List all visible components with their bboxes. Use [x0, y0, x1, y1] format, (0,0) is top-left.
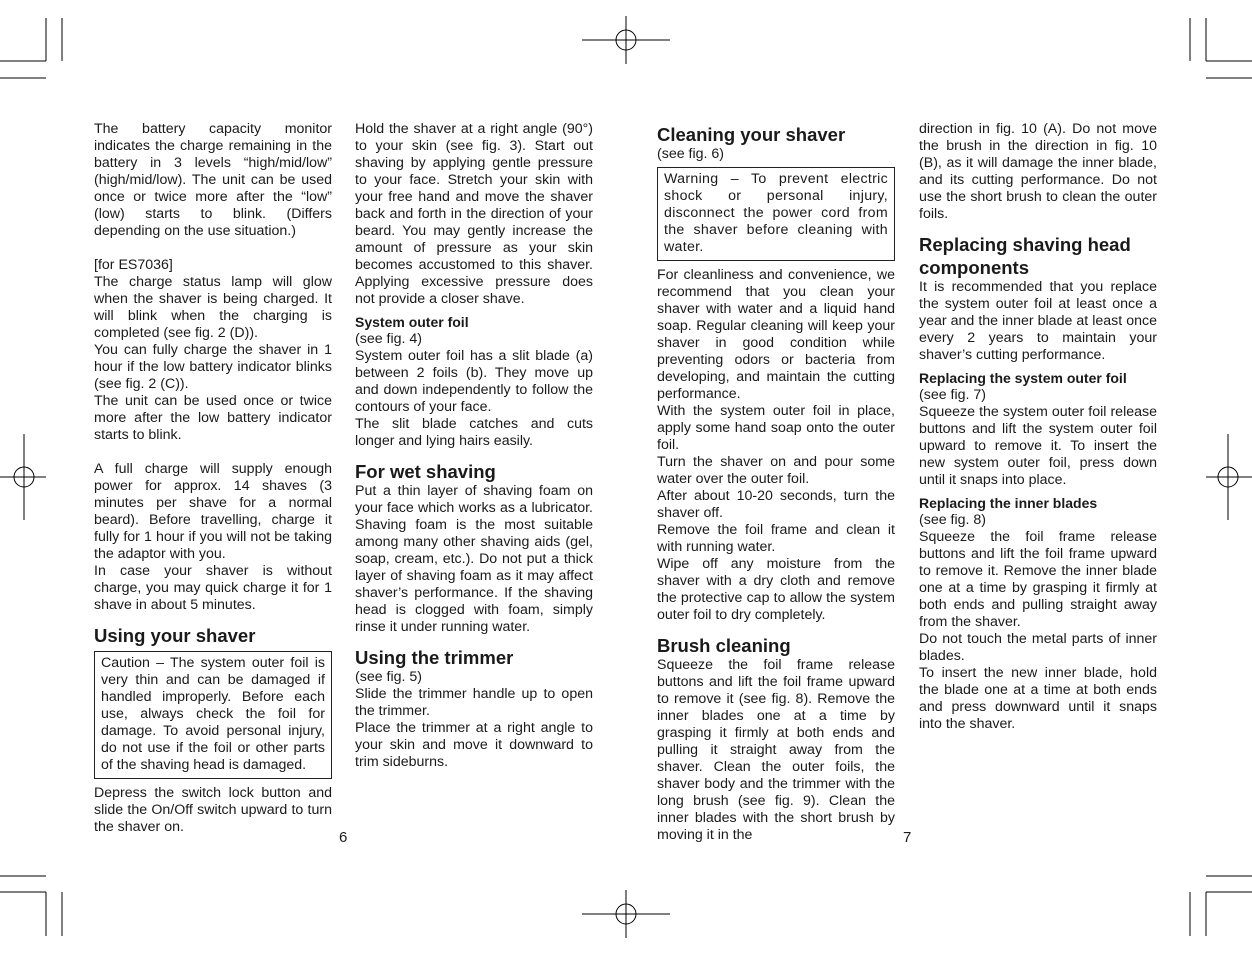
heading-system-outer-foil: System outer foil [355, 314, 469, 330]
warning-box: Warning – To prevent electric shock or personal injury, disconnect the power cord from the shaver before cleaning with water. [657, 167, 895, 261]
outer-foil-text: System outer foil has a slit blade (a) between 2 foils (b). They move up and down independently to follow the contours of your face. [355, 348, 593, 415]
page-number-left: 6 [339, 829, 348, 846]
heading-wet-shaving: For wet shaving [355, 461, 496, 482]
quick-charge-text: In case your shaver is without charge, you may quick charge it for 1 shave in about 5 minutes. [94, 563, 332, 613]
fig7-ref: (see fig. 7) [919, 387, 987, 403]
shaving-technique-text: Hold the shaver at a right angle (90°) to your skin (see fig. 3). Start out shaving by applying gentle pressure to your face. Stretch your skin with your free hand and move the shaver back and forth in the direction of your beard. You may gently increase the amount of pressure as your skin becomes accustomed to this shaver. Applying excessive pressure does not provide a closer shave. [355, 121, 593, 307]
trimmer-open-text: Slide the trimmer handle up to open the trimmer. [355, 686, 593, 719]
column-4 [919, 121, 1157, 733]
low-battery-text: The unit can be used once or twice more after the low battery indicator starts to blink. [94, 393, 332, 443]
fig5-ref: (see fig. 5) [355, 669, 423, 685]
heading-replacing-inner-blades: Replacing the inner blades [919, 495, 1098, 511]
heading-replacing-outer-foil: Replacing the system outer foil [919, 370, 1127, 386]
heading-replacing-components: Replacing shaving head components [919, 234, 1131, 278]
model-note: [for ES7036] [94, 257, 173, 273]
switch-on-text: Depress the switch lock button and slide the On/Off switch upward to turn the shaver on. [94, 785, 332, 835]
charge-lamp-text: The charge status lamp will glow when the shaver is being charged. It will blink when the charging is completed (see fig. 2 (D)). [94, 274, 332, 341]
cleaning-step-water: Turn the shaver on and pour some water over the outer foil. [657, 454, 895, 487]
slit-blade-text: The slit blade catches and cuts longer and lying hairs easily. [355, 416, 593, 449]
fig6-ref: (see fig. 6) [657, 146, 725, 162]
fig8-ref: (see fig. 8) [919, 512, 987, 528]
cleaning-step-rinse: Remove the foil frame and clean it with running water. [657, 522, 895, 555]
wet-shaving-text: Put a thin layer of shaving foam on your face which works as a lubricator. Shaving foam is the most suitable among many other shaving aids (gel, soap, cream, etc.). Do not put a thick layer of shaving foam as it may affect shaver’s performance. If the shaving head is clogged with foam, simply rinse it under running water. [355, 483, 593, 635]
heading-using-your-shaver: Using your shaver [94, 625, 256, 646]
caution-box: Caution – The system outer foil is very thin and can be damaged if handled improperly. Before each use, always check the foil for damage. To avoid personal injury, do not use if the foil or other parts of the shaving head is damaged. [94, 651, 332, 779]
heading-brush-cleaning: Brush cleaning [657, 635, 791, 656]
battery-monitor-text: The battery capacity monitor indicates the charge remaining in the battery in 3 levels “high/mid/low” (high/mid/low). The unit can be used once or twice more after the “low” (low) starts to blink. (Differs depending on the use situation.) [94, 121, 332, 239]
column-3 [657, 123, 895, 844]
cleaning-step-soap: With the system outer foil in place, apply some hand soap onto the outer foil. [657, 403, 895, 453]
remove-inner-blade-text: Squeeze the foil frame release buttons and lift the foil frame upward to remove it. Remove the inner blade one at a time by grasping it firmly at both ends and pulling straight away from the shaver. [919, 529, 1157, 630]
metal-parts-text: Do not touch the metal parts of inner blades. [919, 631, 1157, 664]
brush-direction-text: direction in fig. 10 (A). Do not move the brush in the direction in fig. 10 (B), as it will damage the inner blade, and its cutting performance. Do not use the short brush to clean the outer foils. [919, 121, 1157, 222]
full-charge-text: A full charge will supply enough power for approx. 14 shaves (3 minutes per shave for a normal beard). Before travelling, charge it fully for 1 hour if you will not be taking the adaptor with you. [94, 461, 332, 562]
cleaning-step-dry: Wipe off any moisture from the shaver with a dry cloth and remove the protective cap to allow the system outer foil to dry completely. [657, 556, 895, 623]
fig4-ref: (see fig. 4) [355, 331, 423, 347]
page-number-right: 7 [903, 829, 912, 846]
heading-using-trimmer: Using the trimmer [355, 647, 514, 668]
quick-full-charge-text: You can fully charge the shaver in 1 hour if the low battery indicator blinks (see fig. 2 (C)). [94, 342, 332, 392]
replacement-interval-text: It is recommended that you replace the system outer foil at least once a year and the inner blade at least once every 2 years to maintain your shaver’s cutting performance. [919, 279, 1157, 363]
column-1 [94, 121, 332, 836]
cleaning-step-off: After about 10-20 seconds, turn the shaver off. [657, 488, 895, 521]
insert-inner-blade-text: To insert the new inner blade, hold the blade one at a time at both ends and press downward until it snaps into the shaver. [919, 665, 1157, 732]
trimmer-use-text: Place the trimmer at a right angle to your skin and move it downward to trim sideburns. [355, 720, 593, 770]
brush-cleaning-text: Squeeze the foil frame release buttons and lift the foil frame upward to remove it (see fig. 8). Remove the inner blades one at a time by grasping it firmly at both ends and pulling it straight away from the shaver. Clean the outer foils, the shaver body and the trimmer with the long brush (see fig. 9). Clean the inner blades with the short brush by moving it in the [657, 657, 895, 843]
cleaning-recommendation-text: For cleanliness and convenience, we recommend that you clean your shaver with water and a liquid hand soap. Regular cleaning will keep your shaver in good condition while preventing odors or bacteria from developing, and maintain the cutting performance. [657, 267, 895, 402]
heading-cleaning-your-shaver: Cleaning your shaver [657, 124, 846, 145]
replace-outer-foil-text: Squeeze the system outer foil release buttons and lift the system outer foil upward to remove it. To insert the new system outer foil, press down until it snaps into place. [919, 404, 1157, 488]
column-2 [355, 121, 593, 771]
